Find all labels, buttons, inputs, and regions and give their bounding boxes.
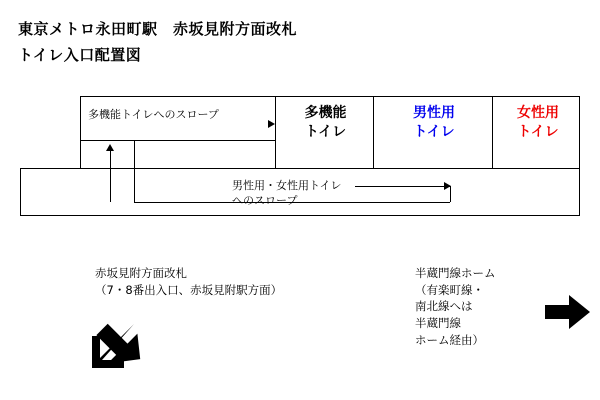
caption-akasaka-mitsuke-gate bbox=[95, 265, 282, 298]
wall-left bbox=[80, 96, 81, 168]
caption-hanzomon-line-3: 半蔵門線 bbox=[415, 316, 461, 331]
slope-up-arrow-icon bbox=[106, 144, 114, 151]
room-label-womens bbox=[502, 104, 574, 142]
room-label-womens-line2: トイレ bbox=[517, 123, 559, 140]
slope-up-line bbox=[110, 150, 111, 202]
divider-mens-womens bbox=[492, 96, 493, 168]
slope-to-multipurpose-arrow-icon bbox=[268, 120, 275, 128]
lower-route-vertical bbox=[134, 168, 135, 202]
lower-route-arrow-icon bbox=[444, 182, 451, 190]
room-label-multi-purpose-line2: トイレ bbox=[304, 123, 347, 140]
caption-akasaka-sub: （7・8番出入口、赤坂見附駅方面） bbox=[95, 282, 283, 297]
caption-akasaka-head: 赤坂見附方面改札 bbox=[95, 266, 187, 280]
caption-hanzomon-line-4: ホーム経由） bbox=[415, 332, 484, 347]
room-label-mens-line1: 男性用 bbox=[413, 105, 455, 121]
slope-note-line2: へのスロープ bbox=[232, 194, 298, 207]
slope-to-multipurpose-label: 多機能トイレへのスロープ bbox=[88, 108, 219, 121]
slope-note-line1: 男性用・女性用トイレ bbox=[232, 179, 342, 192]
wall-mid-bottom bbox=[80, 168, 580, 169]
divider-multi-mens bbox=[373, 96, 374, 168]
corridor-right-wall bbox=[579, 168, 580, 215]
caption-hanzomon-line-1: （有楽町線・ bbox=[415, 282, 484, 297]
caption-hanzomon-line-2: 南北線へは bbox=[415, 299, 473, 314]
room-label-womens-line1: 女性用 bbox=[517, 105, 559, 121]
wall-right bbox=[579, 96, 580, 168]
wall-top bbox=[80, 96, 580, 97]
room-label-mens bbox=[384, 104, 484, 142]
corridor-left-wall bbox=[20, 168, 21, 215]
slope-path-divider bbox=[134, 140, 135, 168]
page-title-line1: 東京メトロ永田町駅 赤坂見附方面改札 bbox=[18, 20, 298, 38]
corridor-bottom-wall bbox=[20, 215, 580, 216]
divider-slope-multi bbox=[275, 96, 276, 168]
corridor-top-wall-left bbox=[20, 168, 80, 169]
page-title-line2: トイレ入口配置図 bbox=[18, 46, 142, 64]
lower-route-to-toilets bbox=[355, 186, 450, 187]
room-label-multi-purpose-line1: 多機能 bbox=[304, 105, 347, 121]
caption-hanzomon-line-platform bbox=[415, 265, 496, 348]
arrow-right-icon bbox=[545, 295, 591, 329]
arrow-down-left-icon-body bbox=[90, 318, 146, 370]
room-label-multi-purpose bbox=[288, 104, 363, 142]
room-label-mens-line2: トイレ bbox=[413, 123, 455, 140]
slope-path-top bbox=[80, 140, 275, 141]
caption-hanzomon-line-0: 半蔵門線ホーム bbox=[415, 266, 496, 280]
